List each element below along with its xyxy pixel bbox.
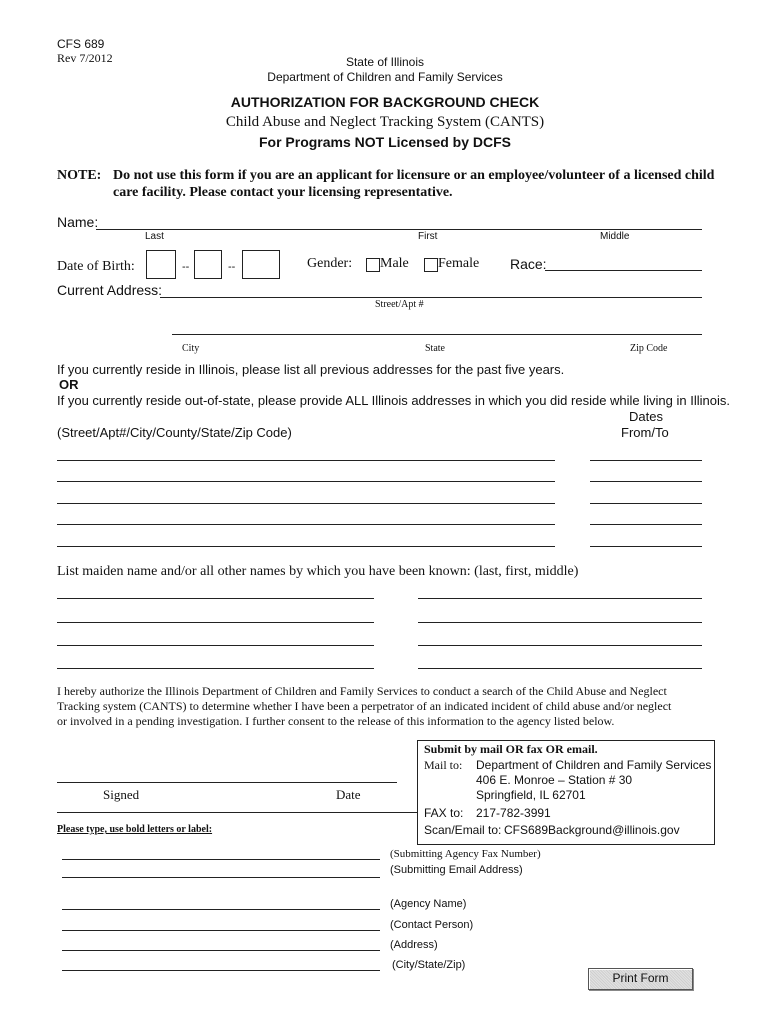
male-checkbox[interactable] — [366, 258, 380, 272]
agency-email-label: (Submitting Email Address) — [390, 864, 523, 876]
dob-day-input[interactable] — [194, 250, 222, 279]
dates-label: Dates — [629, 409, 663, 424]
zip-label: Zip Code — [630, 343, 668, 354]
contact-person-label: (Contact Person) — [390, 919, 474, 931]
female-label: Female — [438, 256, 480, 271]
male-label: Male — [380, 256, 409, 271]
other-name-input[interactable] — [418, 668, 702, 669]
dob-label: Date of Birth: — [57, 259, 135, 274]
other-name-input[interactable] — [418, 645, 702, 646]
street-input[interactable] — [160, 297, 702, 298]
previous-dates-input[interactable] — [590, 481, 702, 482]
other-name-input[interactable] — [418, 598, 702, 599]
submit-heading: Submit by mail OR fax OR email. — [424, 742, 598, 756]
note-label: NOTE: — [57, 168, 102, 183]
previous-address-input[interactable] — [57, 503, 555, 504]
mail-address-line-1: Department of Children and Family Services — [476, 758, 712, 772]
agency-fax-label: (Submitting Agency Fax Number) — [390, 848, 541, 860]
agency-email-input[interactable] — [62, 877, 380, 878]
city-state-zip-input[interactable] — [172, 334, 702, 335]
fax-number: 217-782-3991 — [476, 806, 551, 820]
page-subtitle: Child Abuse and Neglect Tracking System (CANTS) — [225, 114, 545, 130]
first-name-label: First — [418, 231, 438, 242]
dob-year-input[interactable] — [242, 250, 280, 279]
city-label: City — [182, 343, 200, 354]
other-name-input[interactable] — [57, 645, 374, 646]
middle-name-label: Middle — [600, 231, 630, 242]
agency-city-label: (City/State/Zip) — [392, 959, 466, 971]
mail-address-line-3: Springfield, IL 62701 — [476, 788, 586, 802]
female-checkbox[interactable] — [424, 258, 438, 272]
gender-label: Gender: — [307, 256, 353, 271]
history-instruction-1: If you currently reside in Illinois, please list all previous addresses for the past five years. — [57, 362, 565, 377]
agency-name-input[interactable] — [62, 909, 380, 910]
previous-address-input[interactable] — [57, 524, 555, 525]
mail-address-line-2: 406 E. Monroe – Station # 30 — [476, 773, 633, 787]
previous-dates-input[interactable] — [590, 546, 702, 547]
agency-name-label: (Agency Name) — [390, 898, 467, 910]
other-name-input[interactable] — [57, 598, 374, 599]
previous-dates-input[interactable] — [590, 524, 702, 525]
name-input[interactable] — [96, 229, 702, 230]
history-instruction-2: If you currently reside out-of-state, please provide ALL Illinois addresses in which you did reside while living in Illinois. — [57, 393, 730, 408]
type-instruction: Please type, use bold letters or label: — [57, 824, 213, 835]
previous-dates-input[interactable] — [590, 460, 702, 461]
name-label: Name: — [57, 214, 99, 230]
note-line-2: care facility. Please contact your licensing representative. — [113, 185, 453, 200]
authorization-line-2: Tracking system (CANTS) to determine whether I have been a perpetrator of an indicated incident of child abuse and/or neglect — [57, 699, 672, 713]
agency-address-input[interactable] — [62, 950, 380, 951]
state-label: State — [425, 343, 445, 354]
date-label: Date — [336, 787, 361, 802]
history-or: OR — [59, 377, 79, 392]
programs-heading: For Programs NOT Licensed by DCFS — [258, 134, 512, 150]
current-address-label: Current Address: — [57, 282, 163, 298]
agency-city-input[interactable] — [62, 970, 380, 971]
other-names-label: List maiden name and/or all other names by which you have been known: (last, first, middle) — [57, 564, 579, 579]
signature-input[interactable] — [57, 782, 397, 783]
race-label: Race: — [510, 256, 547, 272]
state-name: State of Illinois — [345, 55, 425, 69]
address-column-header: (Street/Apt#/City/County/State/Zip Code) — [57, 425, 292, 440]
page-title: AUTHORIZATION FOR BACKGROUND CHECK — [230, 94, 540, 110]
street-label: Street/Apt # — [375, 299, 424, 310]
agency-fax-input[interactable] — [62, 859, 380, 860]
signed-label: Signed — [103, 787, 140, 802]
previous-address-input[interactable] — [57, 460, 555, 461]
email-address: CFS689Background@illinois.gov — [504, 823, 680, 837]
form-revision: Rev 7/2012 — [57, 51, 113, 65]
last-name-label: Last — [145, 231, 164, 242]
fax-label: FAX to: — [424, 806, 464, 820]
other-name-input[interactable] — [57, 622, 374, 623]
agency-address-label: (Address) — [390, 939, 438, 951]
authorization-line-1: I hereby authorize the Illinois Department of Children and Family Services to conduct a search of the Child Abuse and Neglect — [57, 684, 667, 698]
other-name-input[interactable] — [57, 668, 374, 669]
note-line-1: Do not use this form if you are an applicant for licensure or an employee/volunteer of a licensed child — [113, 168, 715, 183]
previous-address-input[interactable] — [57, 546, 555, 547]
mail-label: Mail to: — [424, 758, 463, 772]
authorization-line-3: or involved in a pending investigation. I further consent to the release of this information to the agency listed below. — [57, 714, 615, 728]
dob-month-input[interactable] — [146, 250, 176, 279]
print-form-button[interactable]: Print Form — [588, 968, 693, 990]
form-code: CFS 689 — [57, 37, 105, 51]
previous-dates-input[interactable] — [590, 503, 702, 504]
email-label: Scan/Email to: — [424, 823, 502, 837]
dob-separator-2: -- — [228, 261, 236, 273]
race-input[interactable] — [545, 270, 702, 271]
contact-person-input[interactable] — [62, 930, 380, 931]
previous-address-input[interactable] — [57, 481, 555, 482]
from-to-label: From/To — [621, 425, 669, 440]
department-name: Department of Children and Family Services — [267, 70, 503, 84]
divider — [57, 812, 417, 813]
dob-separator-1: -- — [182, 261, 190, 273]
other-name-input[interactable] — [418, 622, 702, 623]
